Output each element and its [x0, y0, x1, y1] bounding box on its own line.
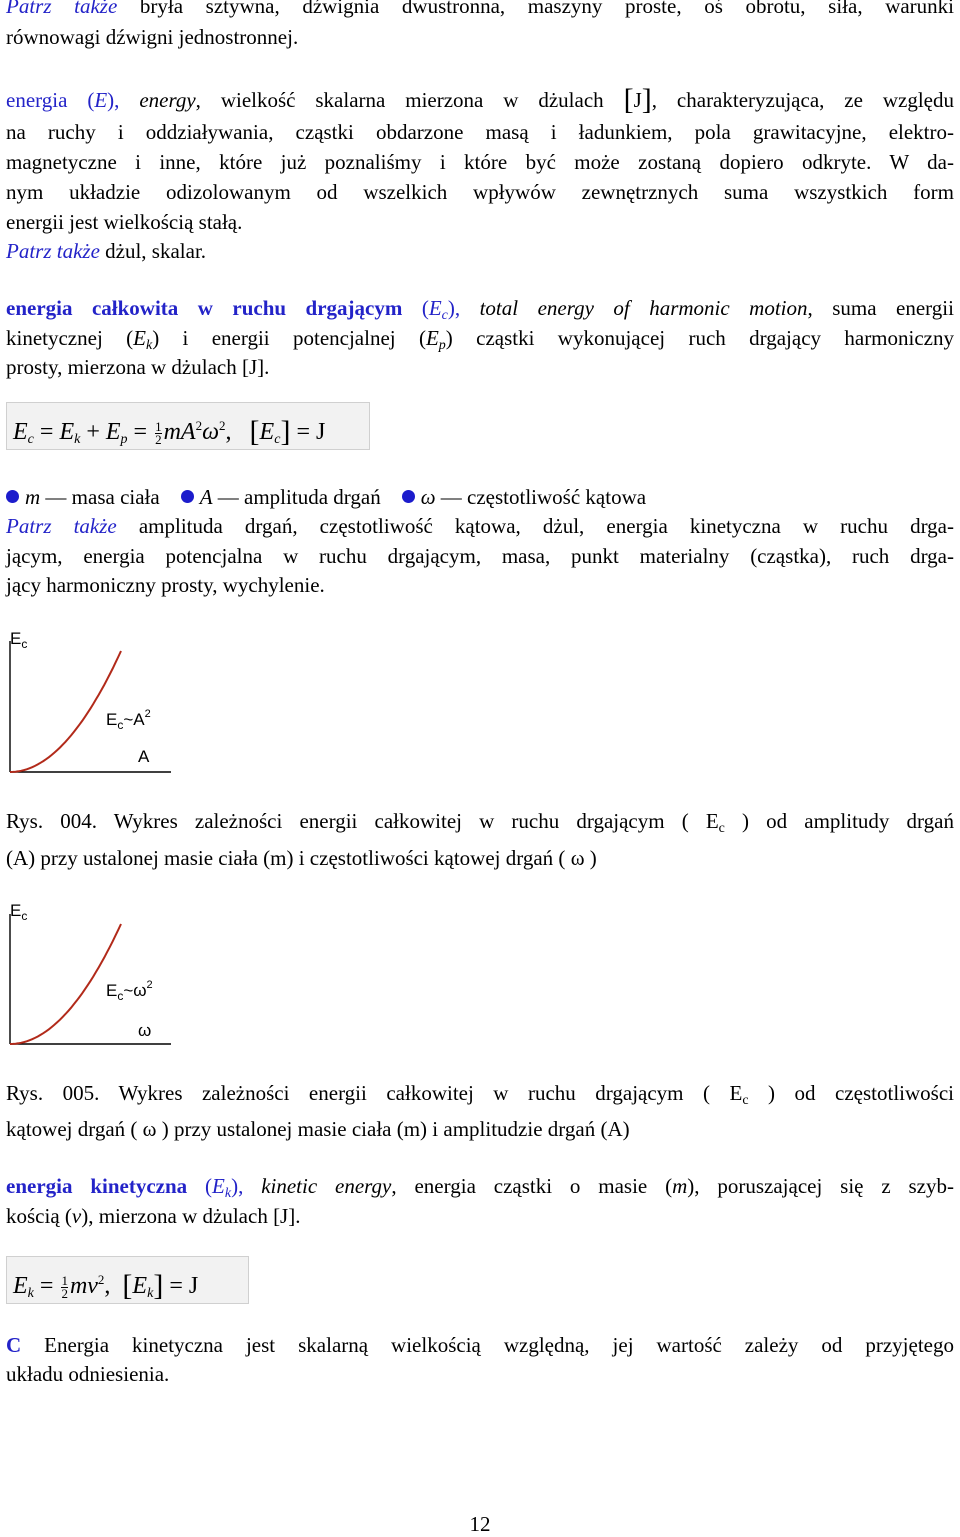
intro-text: bryła sztywna, dźwignia dwustronna, maszyny proste, oś obrotu, siła, warunki: [117, 0, 955, 18]
english-term: energy: [139, 88, 196, 112]
caption-rys-004-line-1: Rys. 004. Wykres zależności energii całkowitej w ruchu drgającym ( $E_c$ ) od amplitudy drgań: [6, 809, 954, 836]
data-curve: [10, 924, 121, 1044]
caption-rys-005-line-2: kątowej drgań ( ω ) przy ustalonej masie ciała (m) i amplitudzie drgań (A): [6, 1117, 630, 1141]
calkowita-line-3: prosty, mierzona w dżulach [J].: [6, 355, 270, 379]
y-axis-label: $E_c$: [10, 901, 28, 923]
english-term: kinetic energy: [261, 1174, 392, 1198]
bullet-icon: [402, 490, 415, 503]
note-c-line-2: układu odniesienia.: [6, 1362, 170, 1386]
energia-line-4: nym układzie odizolowanym od wszelkich wpływów zewnętrznych suma wszystkich form: [6, 180, 954, 204]
formula-total-energy: $E_c = E_k + E_p$ = $\frac{1}{2}$ $mA^2\omega^2$, $[E_c] = J$: [13, 415, 326, 448]
calkowita-see-also-2: jącym, energia potencjalna w ruchu drgającym, masa, punkt materialny (cząstka), ruch drga-: [6, 544, 954, 568]
x-axis-label: A: [138, 747, 150, 766]
y-axis-label: $E_c$: [10, 629, 28, 651]
english-term: total energy of harmonic motion: [479, 296, 808, 320]
intro-line-1: [6, 0, 954, 19]
calkowita-line-2: kinetycznej $(E_k)$ i energii potencjalnej $(E_p)$ cząstki wykonującej ruch drgający harmoniczny: [6, 326, 954, 353]
see-also-label: Patrz także: [6, 0, 118, 18]
calkowita-see-also-3: jący harmoniczny prosty, wychylenie.: [6, 573, 325, 597]
data-curve: [10, 651, 121, 772]
bullet-icon: [6, 490, 19, 503]
formula-box-total-energy: [6, 402, 370, 450]
caption-rys-004-line-2: (A) przy ustalonej masie ciała (m) i częstotliwości kątowej drgań ( ω ): [6, 846, 597, 870]
formula-kinetic-energy: $E_k$ = $\frac{1}{2}$ $mv^2$, $[E_k] = J$: [13, 1269, 199, 1302]
symbol-legend: m — masa ciała A — amplituda drgań ω — częstotliwość kątowa: [6, 484, 646, 510]
energia-line-1: energia (E), energy, wielkość skalarna mierzona w dżulach [J], charakteryzująca, ze względu: [6, 83, 954, 116]
term-energia-calkowita: energia całkowita w ruchu drgającym: [6, 296, 403, 320]
see-also-label: Patrz także: [6, 514, 117, 538]
curve-annotation: $E_c\sim A^2$: [106, 708, 151, 732]
unit-j: J: [633, 88, 642, 112]
energia-line-3: magnetyczne i inne, które już poznaliśmy i które być może zostaną dopiero odkryte. W da-: [6, 150, 954, 174]
bullet-icon: [181, 490, 194, 503]
note-c-letter: C: [6, 1333, 22, 1357]
energia-see-also: Patrz także dżul, skalar.: [6, 239, 207, 263]
calkowita-see-also-1: Patrz także amplituda drgań, częstotliwość kątowa, dżul, energia kinetyczna w ruchu drga-: [6, 514, 954, 538]
x-axis-label: ω: [138, 1021, 152, 1040]
curve-annotation: $E_c\sim\omega^2$: [106, 979, 153, 1003]
page-number: 12: [469, 1512, 491, 1536]
formula-box-kinetic-energy: [6, 1256, 249, 1304]
calkowita-line-1: energia całkowita w ruchu drgającym $(E_c)$, total energy of harmonic motion, suma energii: [6, 296, 954, 323]
note-c-line-1: C Energia kinetyczna jest skalarną wielkością względną, jej wartość zależy od przyjętego: [6, 1333, 954, 1357]
kinetyczna-line-1: energia kinetyczna $(E_k)$, kinetic energy, energia cząstki o masie (m), poruszającej się z szyb-: [6, 1174, 955, 1201]
caption-rys-005-line-1: Rys. 005. Wykres zależności energii całkowitej w ruchu drgającym ( $E_c$ ) od częstotliwości: [6, 1081, 954, 1108]
see-also-label: Patrz także: [6, 239, 100, 263]
symbol-e: E: [94, 88, 108, 112]
term-energia: energia: [6, 88, 68, 112]
kinetyczna-line-2: kością (v), mierzona w dżulach [J].: [6, 1204, 301, 1228]
energia-line-5: energii jest wielkością stałą.: [6, 210, 243, 234]
intro-line-2: równowagi dźwigni jednostronnej.: [6, 25, 299, 49]
energia-line-2: na ruchy i oddziaływania, cząstki obdarzone masą i ładunkiem, pola grawitacyjne, elektro-: [6, 120, 954, 144]
term-energia-kinetyczna: energia kinetyczna: [6, 1174, 188, 1198]
